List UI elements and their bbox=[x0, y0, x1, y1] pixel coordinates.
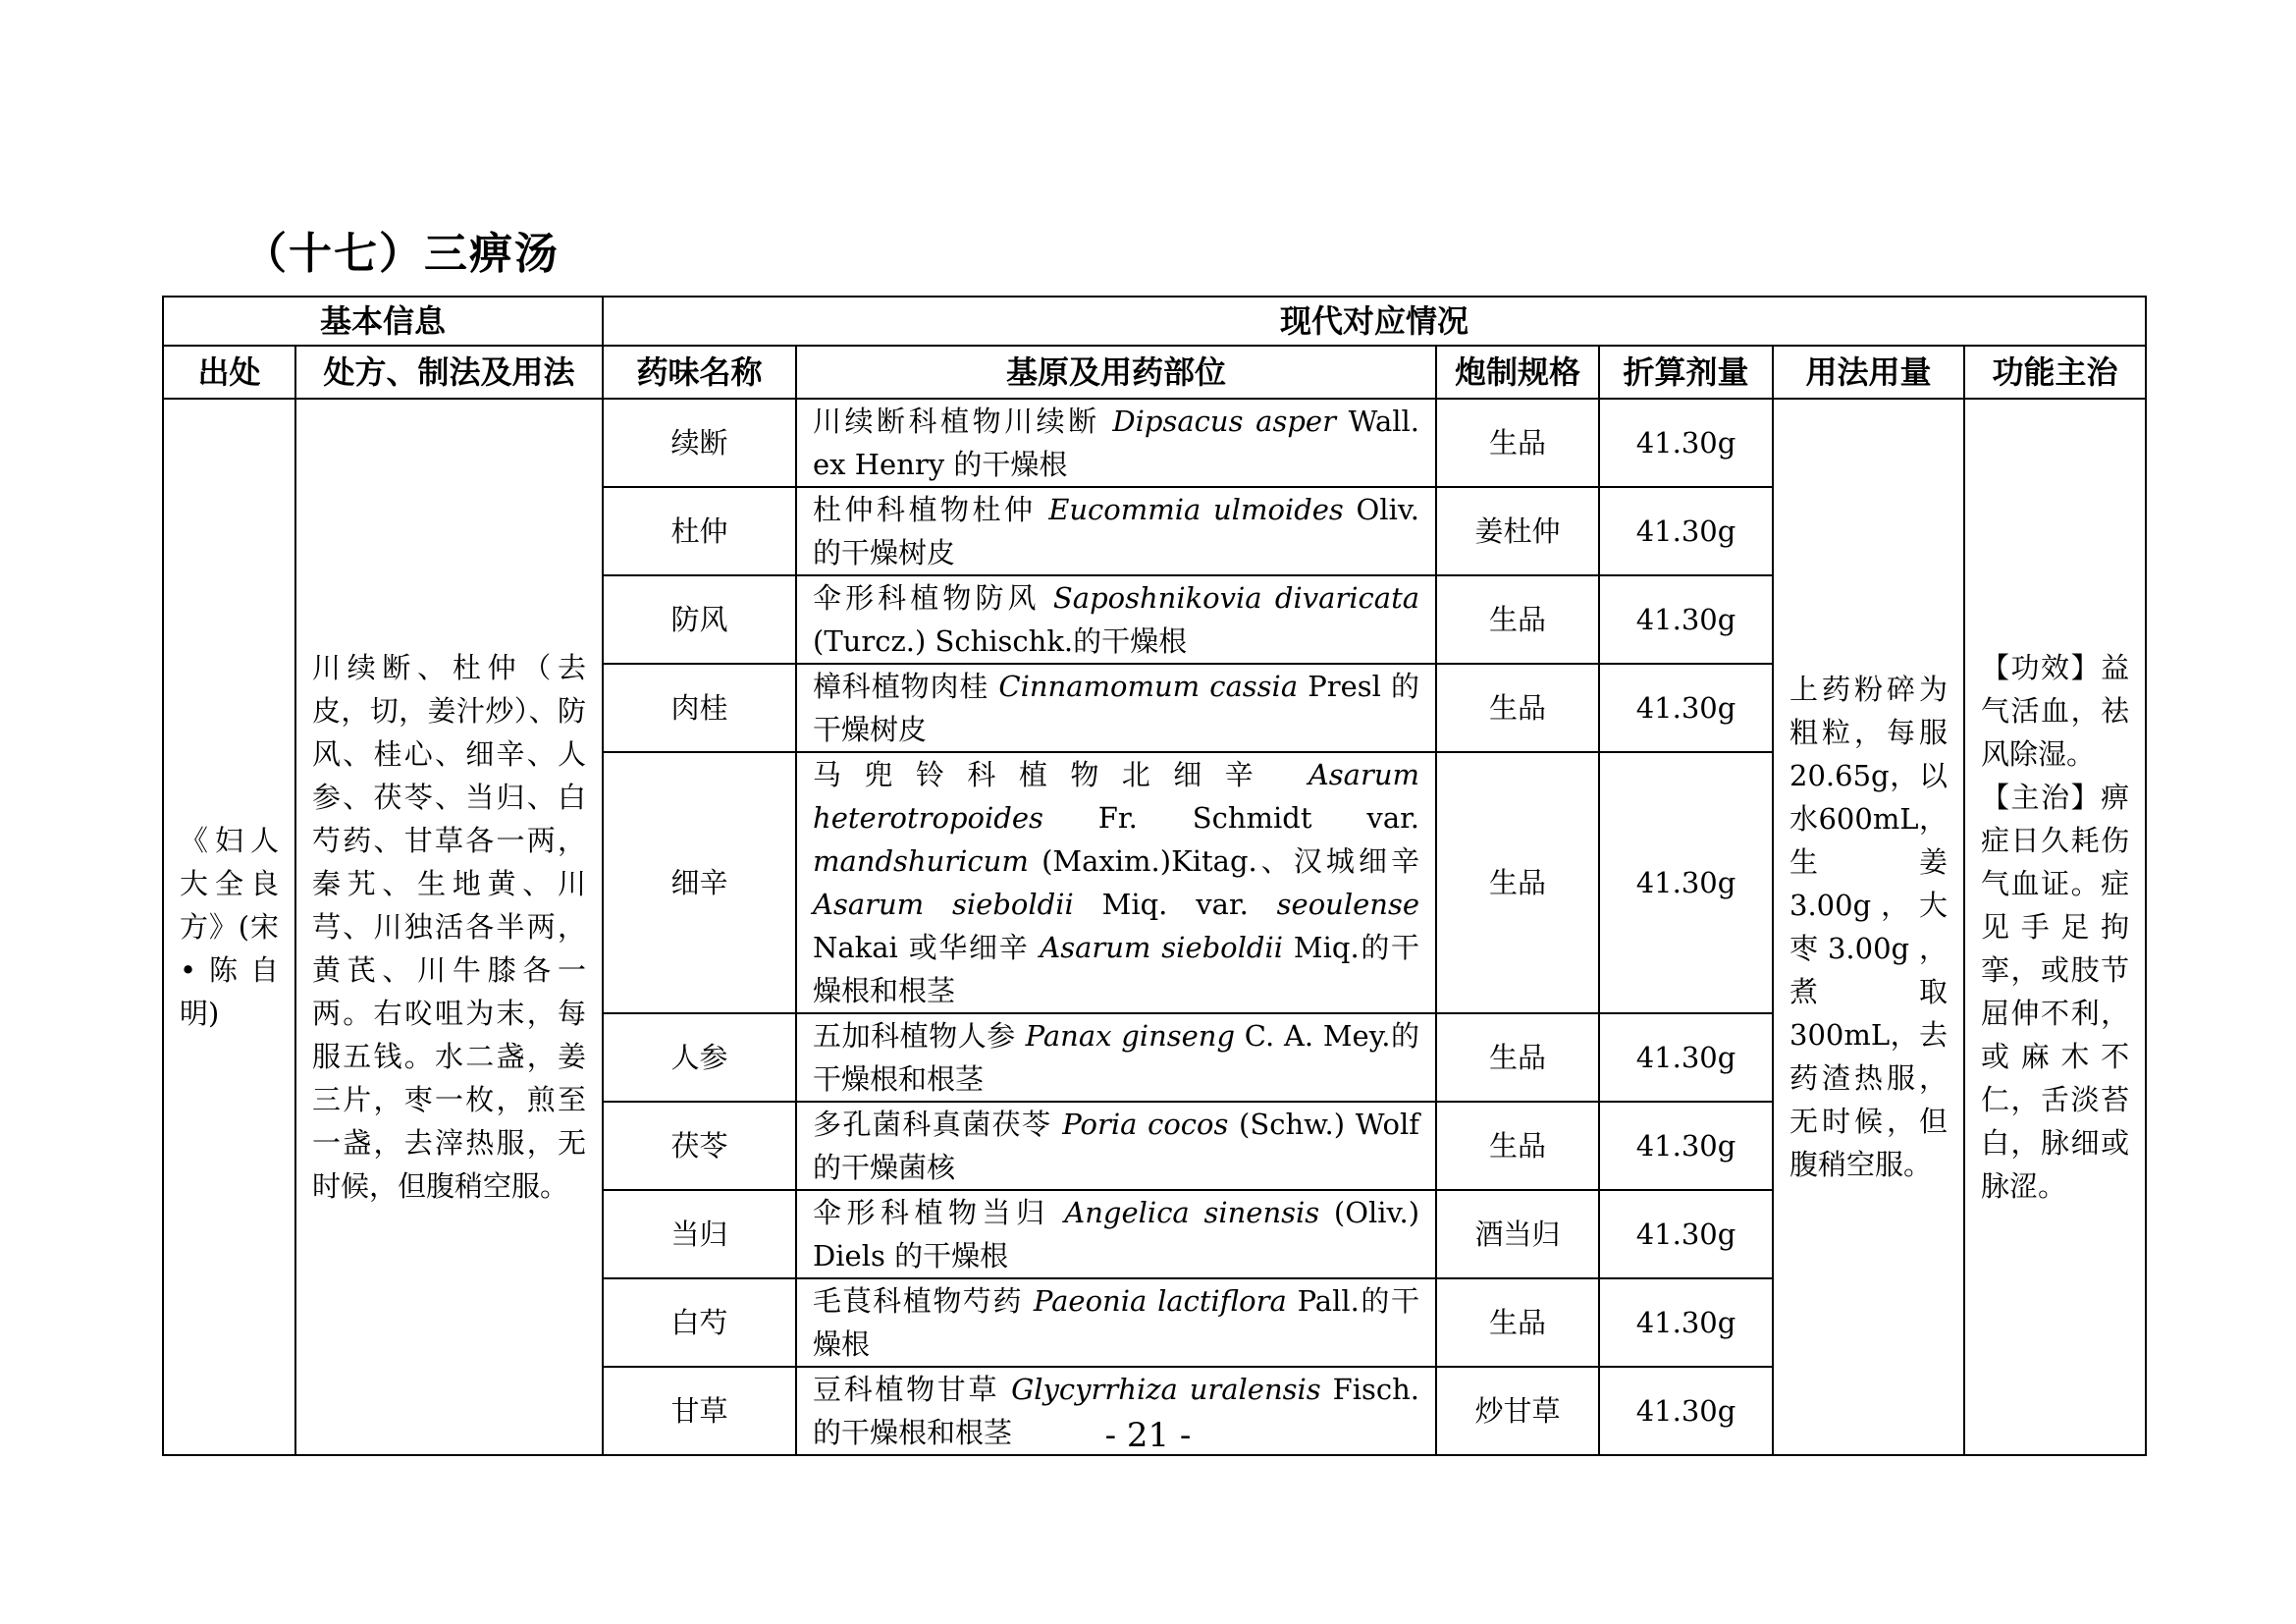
dose-cell: 41.30g bbox=[1599, 487, 1773, 575]
origin-text: Oliv. 的干燥树皮 bbox=[813, 493, 1420, 569]
column-header-dose: 折算剂量 bbox=[1599, 346, 1773, 399]
origin-text: 豆科植物甘草 bbox=[813, 1373, 1012, 1406]
column-header-processing: 炮制规格 bbox=[1436, 346, 1599, 399]
dose-cell: 41.30g bbox=[1599, 1190, 1773, 1278]
processing-cell: 炒甘草 bbox=[1436, 1367, 1599, 1455]
latin-name: Panax ginseng bbox=[1025, 1019, 1236, 1053]
origin-text: 五加科植物人参 bbox=[813, 1019, 1026, 1053]
processing-cell: 生品 bbox=[1436, 1102, 1599, 1190]
origin-text: Presl 的干燥树皮 bbox=[813, 670, 1420, 746]
page-number: - 21 - bbox=[1104, 1416, 1192, 1455]
source-cell: 《妇人大全良方》(宋•陈自明) bbox=[163, 399, 295, 1455]
origin-text: Miq. var. bbox=[1073, 888, 1277, 921]
origin-text: Pall.的干燥根 bbox=[813, 1284, 1420, 1361]
origin-text: 多孔菌科真菌茯苓 bbox=[813, 1108, 1063, 1141]
origin-text: (Maxim.)Kitag.、汉城细辛 bbox=[1028, 844, 1420, 878]
dose-cell: 41.30g bbox=[1599, 399, 1773, 487]
origin-text: 樟科植物肉桂 bbox=[813, 670, 999, 703]
origin-cell bbox=[796, 575, 1436, 664]
processing-cell: 生品 bbox=[1436, 399, 1599, 487]
latin-name: Cinnamomum cassia bbox=[998, 670, 1299, 703]
dose-cell: 41.30g bbox=[1599, 664, 1773, 752]
latin-name: mandshuricum bbox=[813, 844, 1029, 878]
dose-cell: 41.30g bbox=[1599, 1013, 1773, 1102]
usage-cell: 上药粉碎为粗粒，每服20.65g，以水600mL，生姜3.00g，大枣3.00g，煮取300mL，去药渣热服，无时候，但腹稍空服。 bbox=[1773, 399, 1964, 1455]
latin-name: Asarum sieboldii bbox=[813, 888, 1074, 921]
page-heading: （十七）三痹汤 bbox=[243, 229, 560, 279]
group-header-modern: 现代对应情况 bbox=[603, 297, 2146, 346]
latin-name: Eucommia ulmoides bbox=[1048, 493, 1344, 526]
latin-name: Paeonia lactiflora bbox=[1033, 1284, 1287, 1318]
origin-text: Wall. ex Henry 的干燥根 bbox=[813, 405, 1420, 481]
formula-table-body bbox=[163, 297, 2146, 1455]
table-row bbox=[163, 399, 2146, 487]
origin-text: 伞形科植物防风 bbox=[813, 581, 1053, 615]
origin-cell bbox=[796, 1190, 1436, 1278]
origin-text: 马兜铃科植物北细辛 bbox=[813, 758, 1308, 791]
processing-cell: 生品 bbox=[1436, 575, 1599, 664]
herb-name-cell: 防风 bbox=[603, 575, 796, 664]
origin-text: C. A. Mey.的干燥根和根茎 bbox=[813, 1019, 1420, 1096]
origin-text: 杜仲科植物杜仲 bbox=[813, 493, 1049, 526]
group-header-row bbox=[163, 297, 2146, 346]
origin-text: (Turcz.) Schischk.的干燥根 bbox=[813, 624, 1188, 658]
origin-cell bbox=[796, 1278, 1436, 1367]
column-header-source: 出处 bbox=[163, 346, 295, 399]
column-header-recipe: 处方、制法及用法 bbox=[295, 346, 603, 399]
herb-name-cell: 肉桂 bbox=[603, 664, 796, 752]
formula-table bbox=[162, 296, 2147, 1456]
latin-name: Asarum sieboldii bbox=[1040, 931, 1284, 964]
processing-cell: 酒当归 bbox=[1436, 1190, 1599, 1278]
origin-text: (Schw.) Wolf 的干燥菌核 bbox=[813, 1108, 1420, 1184]
origin-cell bbox=[796, 399, 1436, 487]
herb-name-cell: 甘草 bbox=[603, 1367, 796, 1455]
origin-text: 毛茛科植物芍药 bbox=[813, 1284, 1034, 1318]
column-header-herb-name: 药味名称 bbox=[603, 346, 796, 399]
dose-cell: 41.30g bbox=[1599, 575, 1773, 664]
processing-cell: 生品 bbox=[1436, 664, 1599, 752]
recipe-cell: 川续断、杜仲（去皮，切，姜汁炒）、防风、桂心、细辛、人参、茯苓、当归、白芍药、甘草各一两，秦艽、生地黄、川芎、川独活各半两，黄芪、川牛膝各一两。右㕮咀为末，每服五钱。水二盏，姜三片，枣一枚，煎至一盏，去滓热服，无时候，但腹稍空服。 bbox=[295, 399, 603, 1455]
herb-name-cell: 茯苓 bbox=[603, 1102, 796, 1190]
herb-name-cell: 杜仲 bbox=[603, 487, 796, 575]
dose-cell: 41.30g bbox=[1599, 752, 1773, 1013]
processing-cell: 生品 bbox=[1436, 752, 1599, 1013]
column-header-function: 功能主治 bbox=[1964, 346, 2146, 399]
origin-text: (Oliv.) Diels 的干燥根 bbox=[813, 1196, 1420, 1272]
origin-cell bbox=[796, 1102, 1436, 1190]
processing-cell: 生品 bbox=[1436, 1013, 1599, 1102]
origin-text: 川续断科植物川续断 bbox=[813, 405, 1113, 438]
herb-name-cell: 续断 bbox=[603, 399, 796, 487]
origin-cell bbox=[796, 664, 1436, 752]
origin-cell bbox=[796, 752, 1436, 1013]
herb-name-cell: 白芍 bbox=[603, 1278, 796, 1367]
column-header-usage: 用法用量 bbox=[1773, 346, 1964, 399]
origin-cell bbox=[796, 1013, 1436, 1102]
column-header-origin: 基原及用药部位 bbox=[796, 346, 1436, 399]
column-header-row bbox=[163, 346, 2146, 399]
function-effect: 【功效】益气活血，祛风除湿。 bbox=[1981, 651, 2130, 771]
origin-text: 伞形科植物当归 bbox=[813, 1196, 1065, 1229]
herb-name-cell: 细辛 bbox=[603, 752, 796, 1013]
origin-text: Nakai 或华细辛 bbox=[813, 931, 1041, 964]
dose-cell: 41.30g bbox=[1599, 1367, 1773, 1455]
processing-cell: 生品 bbox=[1436, 1278, 1599, 1367]
origin-text: Miq.的干燥根和根茎 bbox=[813, 931, 1419, 1007]
processing-cell: 姜杜仲 bbox=[1436, 487, 1599, 575]
dose-cell: 41.30g bbox=[1599, 1278, 1773, 1367]
dose-cell: 41.30g bbox=[1599, 1102, 1773, 1190]
group-header-basic: 基本信息 bbox=[163, 297, 603, 346]
herb-name-cell: 人参 bbox=[603, 1013, 796, 1102]
herb-name-cell: 当归 bbox=[603, 1190, 796, 1278]
origin-cell bbox=[796, 487, 1436, 575]
latin-name: Saposhnikovia divaricata bbox=[1052, 581, 1420, 615]
latin-name: Glycyrrhiza uralensis bbox=[1011, 1373, 1321, 1406]
function-indication: 【主治】痹症日久耗伤气血证。症见手足拘挛，或肢节屈伸不利，或麻木不仁，舌淡苔白，脉细或脉涩。 bbox=[1981, 781, 2130, 1203]
latin-name: seoulense bbox=[1276, 888, 1420, 921]
latin-name: Dipsacus asper bbox=[1112, 405, 1336, 438]
latin-name: Poria cocos bbox=[1062, 1108, 1229, 1141]
function-cell bbox=[1964, 399, 2146, 1455]
origin-text: Fisch.的干燥根和根茎 bbox=[813, 1373, 1420, 1449]
latin-name: Asarum heterotropoides bbox=[813, 758, 1420, 835]
origin-text: Fr. Schmidt var. bbox=[1042, 801, 1420, 835]
latin-name: Angelica sinensis bbox=[1064, 1196, 1320, 1229]
